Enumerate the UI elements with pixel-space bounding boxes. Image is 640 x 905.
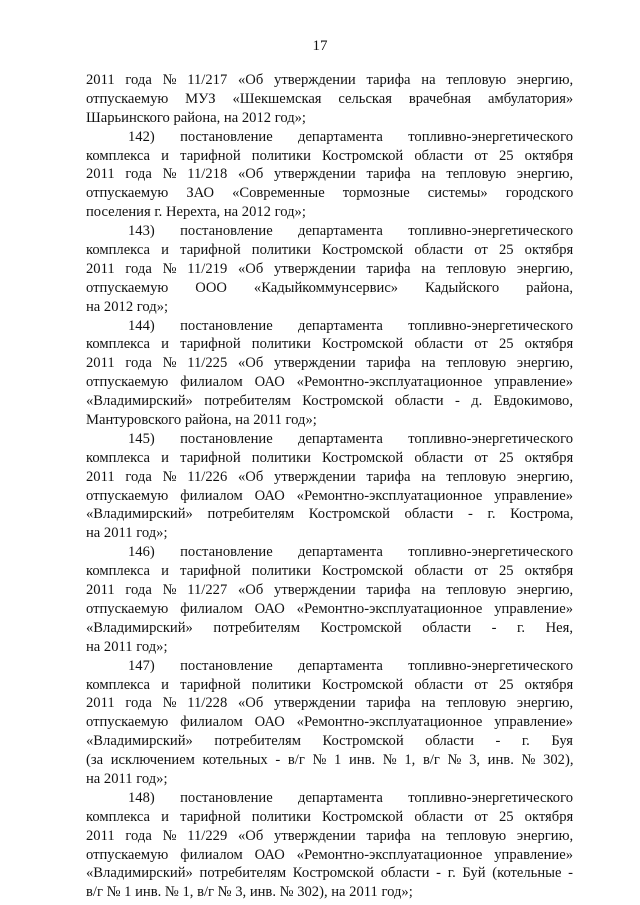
text-line-content: отпускаемую филиалом ОАО «Ремонтно-эксплуатационное управление»	[86, 600, 573, 617]
text-line-content: отпускаемую филиалом ОАО «Ремонтно-эксплуатационное управление»	[86, 374, 573, 391]
text-line	[86, 279, 573, 298]
text-line	[86, 241, 573, 260]
text-line-content: 2011 года № 11/227 «Об утверждении тарифа на тепловую энергию,	[86, 582, 574, 599]
text-line-content: комплекса и тарифной политики Костромской области от 25 октября	[86, 242, 574, 259]
text-line-content: 142) постановление департамента топливно-энергетического	[128, 128, 573, 145]
text-line	[86, 789, 573, 808]
text-line	[86, 713, 573, 732]
text-line	[86, 562, 573, 581]
text-line-content: поселения г. Нерехта, на 2012 год»;	[86, 204, 306, 221]
text-line	[86, 411, 573, 430]
text-line-content: 2011 года № 11/229 «Об утверждении тарифа на тепловую энергию,	[86, 827, 574, 844]
text-line-content: «Владимирский» потребителям Костромской области - д. Евдокимово,	[86, 393, 573, 410]
text-line-content: комплекса и тарифной политики Костромской области от 25 октября	[86, 336, 574, 353]
text-line-content: отпускаемую филиалом ОАО «Ремонтно-эксплуатационное управление»	[86, 714, 573, 731]
text-line-content: 2011 года № 11/217 «Об утверждении тарифа на тепловую энергию,	[86, 72, 574, 88]
text-line-content: Мантуровского района, на 2011 год»;	[86, 412, 317, 429]
text-line	[86, 524, 573, 543]
text-line	[86, 770, 573, 789]
text-line	[86, 109, 573, 128]
text-line-content: отпускаемую МУЗ «Шекшемская сельская врачебная амбулатория»	[86, 90, 574, 107]
text-line-content: отпускаемую ЗАО «Современные тормозные системы» городского	[86, 185, 574, 202]
text-line-content: 143) постановление департамента топливно-энергетического	[128, 223, 573, 240]
text-line-content: комплекса и тарифной политики Костромской области от 25 октября	[86, 563, 574, 580]
text-line	[86, 883, 573, 902]
text-line	[86, 147, 573, 166]
text-line-content: комплекса и тарифной политики Костромской области от 25 октября	[86, 808, 574, 825]
text-line	[86, 90, 573, 109]
text-line-content: 145) постановление департамента топливно-энергетического	[128, 430, 573, 447]
text-line	[86, 317, 573, 336]
text-line-content: «Владимирский» потребителям Костромской области - г. Буй (котельные -	[86, 865, 573, 882]
text-line	[86, 846, 573, 865]
text-line-content: комплекса и тарифной политики Костромской области от 25 октября	[86, 676, 574, 693]
text-line-content: отпускаемую филиалом ОАО «Ремонтно-эксплуатационное управление»	[86, 487, 573, 504]
text-line-content: 148) постановление департамента топливно-энергетического	[128, 789, 573, 806]
text-line-content: «Владимирский» потребителям Костромской области - г. Нея,	[86, 619, 573, 636]
text-line	[86, 373, 573, 392]
text-line	[86, 392, 573, 411]
text-line	[86, 298, 573, 317]
text-line	[86, 335, 573, 354]
text-line-content: на 2011 год»;	[86, 770, 168, 787]
text-line	[86, 694, 573, 713]
text-line-content: 2011 года № 11/226 «Об утверждении тарифа на тепловую энергию,	[86, 468, 574, 485]
text-line-content: 2011 года № 11/219 «Об утверждении тарифа на тепловую энергию,	[86, 260, 574, 277]
text-line-content: отпускаемую ООО «Кадыйкоммунсервис» Кадыйского района,	[86, 279, 573, 296]
text-line	[86, 638, 573, 657]
text-line-content: «Владимирский» потребителям Костромской области - г. Буя	[86, 733, 573, 750]
text-line-content: (за исключением котельных - в/г № 1 инв. № 1, в/г № 3, инв. № 302),	[86, 752, 574, 769]
text-line	[86, 260, 573, 279]
text-line-content: 146) постановление департамента топливно-энергетического	[128, 544, 573, 561]
text-line	[86, 430, 573, 449]
text-line-content: Шарьинского района, на 2012 год»;	[86, 109, 306, 126]
text-line	[86, 222, 573, 241]
text-line-content: «Владимирский» потребителям Костромской области - г. Кострома,	[86, 506, 574, 523]
text-line	[86, 864, 573, 883]
text-line-content: комплекса и тарифной политики Костромской области от 25 октября	[86, 147, 574, 164]
text-line	[86, 676, 573, 695]
text-line-content: комплекса и тарифной политики Костромской области от 25 октября	[86, 449, 574, 466]
text-line-content: 147) постановление департамента топливно-энергетического	[128, 657, 573, 674]
text-line	[86, 543, 573, 562]
text-line-content: на 2011 год»;	[86, 638, 168, 655]
document-body	[86, 71, 573, 902]
text-line	[86, 449, 573, 468]
text-line	[86, 505, 573, 524]
text-line	[86, 203, 573, 222]
text-line	[86, 354, 573, 373]
text-line	[86, 732, 573, 751]
text-line	[86, 468, 573, 487]
text-line-content: 2011 года № 11/225 «Об утверждении тарифа на тепловую энергию,	[86, 355, 574, 372]
text-line	[86, 184, 573, 203]
text-line	[86, 808, 573, 827]
text-line	[86, 128, 573, 147]
text-line	[86, 751, 573, 770]
text-line	[86, 619, 573, 638]
text-line	[86, 581, 573, 600]
text-line-content: на 2011 год»;	[86, 525, 168, 542]
text-line	[86, 71, 573, 90]
text-line-content: в/г № 1 инв. № 1, в/г № 3, инв. № 302), на 2011 год»;	[86, 884, 413, 901]
text-line-content: 144) постановление департамента топливно-энергетического	[128, 317, 573, 334]
text-line	[86, 657, 573, 676]
text-line	[86, 827, 573, 846]
text-line-content: на 2012 год»;	[86, 298, 169, 315]
text-line	[86, 600, 573, 619]
text-line-content: 2011 года № 11/228 «Об утверждении тарифа на тепловую энергию,	[86, 695, 574, 712]
text-line-content: 2011 года № 11/218 «Об утверждении тарифа на тепловую энергию,	[86, 166, 574, 183]
text-line	[86, 165, 573, 184]
text-line	[86, 487, 573, 506]
page-number: 17	[312, 38, 328, 54]
text-line-content: отпускаемую филиалом ОАО «Ремонтно-эксплуатационное управление»	[86, 846, 573, 863]
